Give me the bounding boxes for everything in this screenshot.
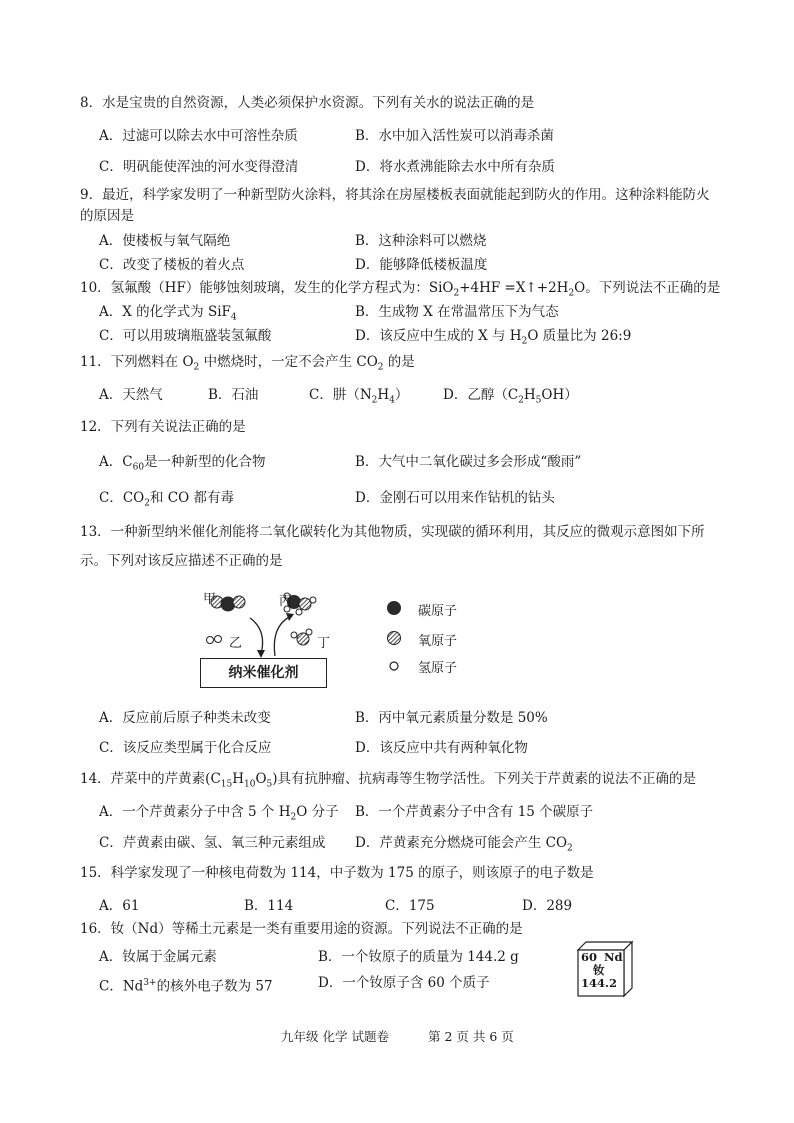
legend-carbon: 碳原子 <box>418 604 458 619</box>
molecule-jia <box>211 596 245 612</box>
legend-hydrogen: 氢原子 <box>418 661 458 676</box>
q9-stem-line2: 的原因是 <box>80 208 134 224</box>
label-bing: 丙 <box>279 594 293 609</box>
q9-option-b: B．这种涂料可以燃烧 <box>355 233 487 249</box>
q9-stem-line1: 9．最近，科学家发明了一种新型防火涂料，将其涂在房屋楼板表面就能起到防火的作用。这种涂料能防火 <box>80 187 710 203</box>
q10-stem: 10．氢氟酸（HF）能够蚀刻玻璃，发生的化学方程式为：$SiO_2+4HF =X↑+2H_2O$。下列说法不正确的是 <box>80 280 721 299</box>
legend-oxygen-icon <box>386 630 402 646</box>
q16-option-c: C．$Nd^{3+}$的核外电子数为 57 <box>99 978 273 995</box>
q8-option-c: C．明矾能使浑浊的河水变得澄清 <box>99 159 299 175</box>
label-ding: 丁 <box>317 636 331 651</box>
q15-option-a: A．61 <box>99 898 140 914</box>
legend-carbon-icon <box>386 600 402 616</box>
q14-option-d: D．芹黄素充分燃烧可能会产生 $CO_2$ <box>355 835 573 854</box>
q12-option-d: D．金刚石可以用来作钻机的钻头 <box>355 490 555 506</box>
q11-option-a: A．天然气 <box>99 387 163 403</box>
q12-option-b: B．大气中二氧化碳过多会形成“酸雨” <box>355 454 582 470</box>
q16-option-b: B．一个钕原子的质量为 144.2 g <box>318 949 519 965</box>
q15-option-b: B．114 <box>244 898 294 914</box>
q14-option-c: C．芹黄素由碳、氢、氧三种元素组成 <box>99 835 326 851</box>
q13-stem-line1: 13．一种新型纳米催化剂能将二氧化碳转化为其他物质，实现碳的循环利用，其反应的微观示意图如下所 <box>80 524 705 540</box>
q9-option-a: A．使楼板与氧气隔绝 <box>99 233 231 249</box>
q14-option-b: B．一个芹黄素分子中含有 15 个碳原子 <box>355 804 594 820</box>
q13-option-b: B．丙中氧元素质量分数是 50% <box>355 710 548 726</box>
q16-option-a: A．钕属于金属元素 <box>99 949 217 965</box>
arrow-up-icon <box>274 616 291 656</box>
q15-option-d: D．289 <box>522 898 573 914</box>
q14-option-a: A．一个芹黄素分子中含 5 个 $H_2O$ 分子 <box>99 804 339 823</box>
arrowhead-up-icon <box>286 613 294 621</box>
label-jia: 甲 <box>203 592 217 607</box>
element-number: 60 <box>581 950 598 964</box>
molecule-yi <box>207 636 222 644</box>
molecule-ding <box>291 629 312 645</box>
q13-stem-line2: 示。下列对该反应描述不正确的是 <box>80 553 283 569</box>
q15-stem: 15．科学家发现了一种核电荷数为 114，中子数为 175 的原子，则该原子的电子数是 <box>80 865 594 881</box>
q10-option-c: C．可以用玻璃瓶盛装氢氟酸 <box>99 328 272 344</box>
footer-subject: 九年级 化学 试题卷 <box>281 1029 389 1044</box>
q10-option-a: A．X 的化学式为 SiF$_4$ <box>99 304 237 323</box>
q16-stem: 16．钕（Nd）等稀土元素是一类有重要用途的资源。下列说法不正确的是 <box>80 921 523 937</box>
footer-page: 第 2 页 共 6 页 <box>428 1029 514 1044</box>
element-symbol: Nd <box>604 950 623 964</box>
q15-option-c: C．175 <box>385 898 435 914</box>
element-mass: 144.2 <box>581 976 618 990</box>
label-yi: 乙 <box>229 636 243 651</box>
q10-option-b: B．生成物 X 在常温常压下为气态 <box>355 304 559 320</box>
q9-option-d: D．能够降低楼板温度 <box>355 257 488 273</box>
arrowhead-down-icon <box>257 650 265 658</box>
q13-option-d: D．该反应中共有两种氧化物 <box>355 740 528 756</box>
q13-option-c: C．该反应类型属于化合反应 <box>99 740 272 756</box>
q8-stem: 8．水是宝贵的自然资源，人类必须保护水资源。下列有关水的说法正确的是 <box>80 95 535 111</box>
q16-option-d: D．一个钕原子含 60 个质子 <box>318 975 490 991</box>
q12-stem: 12．下列有关说法正确的是 <box>80 419 246 435</box>
catalyst-box: 纳米催化剂 <box>200 658 327 688</box>
legend-hydrogen-icon <box>388 660 400 672</box>
q14-stem: 14．芹菜中的芹黄素$(C_{15}H_{10}O_5)$具有抗肿瘤、抗病毒等生物学活性。下列关于芹黄素的说法不正确的是 <box>80 771 697 790</box>
q8-option-b: B．水中加入活性炭可以消毒杀菌 <box>355 128 554 144</box>
q13-option-a: A．反应前后原子种类未改变 <box>99 710 271 726</box>
q11-option-b: B．石油 <box>208 387 259 403</box>
q8-option-a: A．过滤可以除去水中可溶性杂质 <box>99 128 298 144</box>
q11-option-c: C．肼$(N_2H_4)$ <box>309 387 409 406</box>
q12-option-a: A．$C_{60}$是一种新型的化合物 <box>99 454 266 473</box>
q9-option-c: C．改变了楼板的着火点 <box>99 257 245 273</box>
q10-option-d: D．该反应中生成的 X 与 $H_2O$ 质量比为 26:9 <box>355 328 632 347</box>
q8-option-d: D．将水煮沸能除去水中所有杂质 <box>355 159 555 175</box>
element-name: 钕 <box>593 963 605 977</box>
q11-option-d: D．乙醇$(C_2H_5OH)$ <box>443 387 578 406</box>
q11-stem: 11．下列燃料在 $O_2$ 中燃烧时，一定不会产生 $CO_2$ 的是 <box>80 354 415 373</box>
legend-oxygen: 氧原子 <box>418 634 458 649</box>
q12-option-c: C．$CO_2$和 CO 都有毒 <box>99 490 234 509</box>
arrow-down-icon <box>250 618 263 654</box>
